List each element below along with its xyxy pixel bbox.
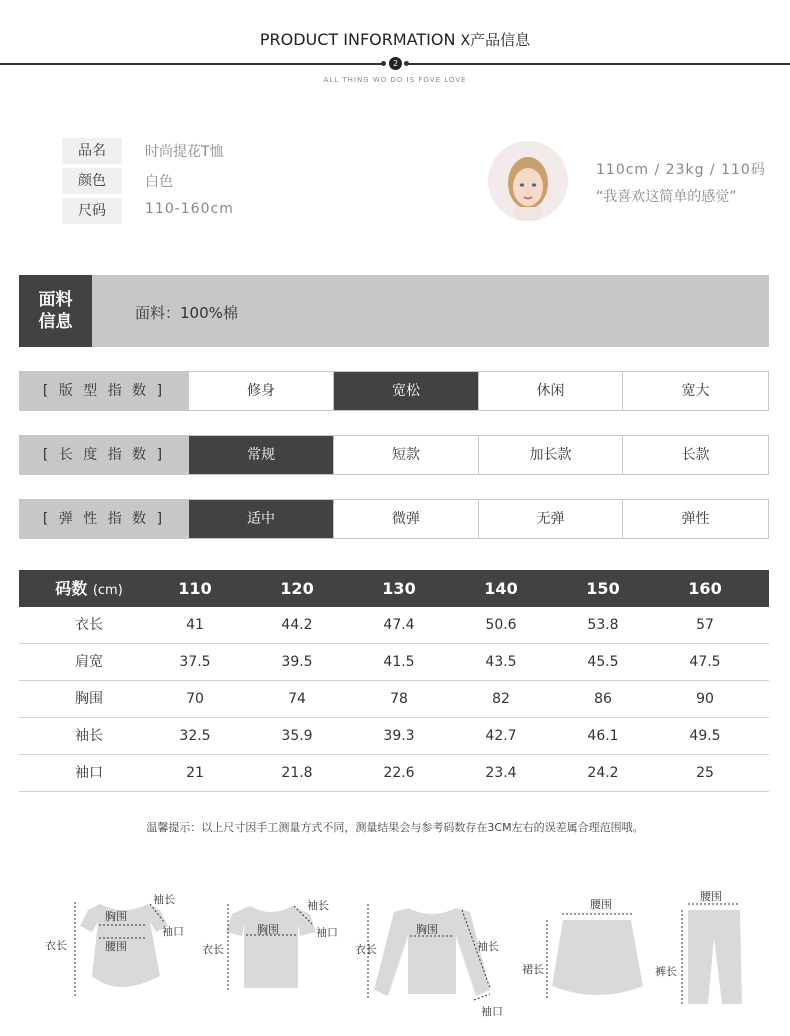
model-stats: 110cm / 23kg / 110码 — [596, 162, 766, 178]
table-row — [19, 644, 769, 681]
fabric-tag-line1: 面料 — [38, 290, 73, 310]
length-option-long: 长款 — [622, 436, 768, 474]
table-cell: 25 — [696, 765, 714, 781]
table-cell: 21.8 — [281, 765, 313, 781]
fit-option-slim: 修身 — [188, 372, 333, 410]
table-cell: 47.5 — [689, 654, 721, 670]
skirt-length-label: 裙长 — [522, 963, 544, 976]
table-cell: 43.5 — [485, 654, 517, 670]
dot-left — [381, 61, 386, 66]
table-row — [19, 681, 769, 718]
size-header-label — [19, 570, 159, 607]
info-label-size: 尺码 — [62, 198, 122, 224]
fabric-bar — [19, 275, 769, 347]
size-table-header — [19, 570, 769, 607]
table-cell: 47.4 — [383, 617, 415, 633]
row-label: 肩宽 — [75, 654, 103, 670]
size-header-160: 160 — [688, 579, 722, 598]
title-cn: 产品信息 — [470, 31, 531, 49]
title-line-left — [0, 63, 383, 65]
title-line-right — [407, 63, 790, 65]
section-badge: 2 — [389, 57, 402, 70]
longsleeve-length-label: 衣长 — [355, 943, 377, 956]
table-cell: 57 — [696, 617, 714, 633]
table-cell: 37.5 — [179, 654, 211, 670]
skirt-diagram — [547, 914, 643, 998]
row-label: 胸围 — [75, 691, 103, 707]
length-index-label: [ 长 度 指 数 ] — [20, 436, 188, 474]
size-header-120: 120 — [280, 579, 314, 598]
title-separator: X — [460, 33, 471, 49]
table-cell: 70 — [186, 691, 204, 707]
skirt-waist-label: 腰围 — [590, 898, 612, 911]
length-index-row — [19, 435, 769, 475]
info-value-name: 时尚提花T恤 — [145, 144, 224, 160]
elastic-option-moderate: 适中 — [188, 500, 333, 538]
table-row — [19, 755, 769, 792]
fabric-tag — [19, 275, 92, 347]
row-label: 袖口 — [75, 765, 103, 781]
model-quote: “我喜欢这简单的感觉” — [596, 189, 737, 205]
table-row — [19, 718, 769, 755]
dress-waist-label: 腰围 — [105, 940, 127, 953]
elastic-index-label: [ 弹 性 指 数 ] — [20, 500, 188, 538]
title-en: PRODUCT INFORMATION — [259, 30, 456, 49]
longsleeve-cuff-label: 袖口 — [481, 1005, 503, 1018]
tee-chest-label: 胸围 — [257, 923, 279, 936]
tee-sleeve-label: 袖长 — [307, 899, 329, 912]
table-cell: 82 — [492, 691, 510, 707]
measurement-diagrams — [0, 880, 790, 1030]
fit-option-loose: 宽松 — [333, 372, 478, 410]
table-cell: 46.1 — [587, 728, 619, 744]
info-value-size: 110-160cm — [145, 201, 234, 217]
length-option-short: 短款 — [333, 436, 478, 474]
dress-cuff-label: 袖口 — [162, 925, 184, 938]
fit-index-row — [19, 371, 769, 411]
table-cell: 41 — [186, 617, 204, 633]
table-cell: 24.2 — [587, 765, 619, 781]
table-cell: 44.2 — [281, 617, 313, 633]
pants-waist-label: 腰围 — [700, 890, 722, 903]
table-cell: 53.8 — [587, 617, 619, 633]
subtitle: ALL THING WO DO IS FOVE LOVE — [323, 76, 467, 84]
table-cell: 41.5 — [383, 654, 415, 670]
fabric-text: 面料：100%棉 — [135, 304, 238, 322]
size-header-title: 码数 — [55, 579, 88, 598]
info-label-color: 颜色 — [62, 168, 122, 194]
table-cell: 49.5 — [689, 728, 721, 744]
longsleeve-diagram — [368, 904, 490, 1000]
dress-sleeve-label: 袖长 — [153, 893, 175, 906]
fit-option-wide: 宽大 — [622, 372, 768, 410]
table-cell: 86 — [594, 691, 612, 707]
row-label: 衣长 — [75, 617, 103, 633]
table-cell: 42.7 — [485, 728, 517, 744]
table-cell: 74 — [288, 691, 306, 707]
info-value-color: 白色 — [145, 174, 173, 190]
size-header-150: 150 — [586, 579, 620, 598]
tee-length-label: 衣长 — [202, 943, 224, 956]
table-cell: 45.5 — [587, 654, 619, 670]
dress-length-label: 衣长 — [45, 939, 67, 952]
elastic-index-row — [19, 499, 769, 539]
elastic-option-slight: 微弹 — [333, 500, 478, 538]
table-cell: 50.6 — [485, 617, 517, 633]
table-cell: 39.5 — [281, 654, 313, 670]
table-cell: 21 — [186, 765, 204, 781]
tee-diagram — [226, 904, 316, 990]
info-label-name: 品名 — [62, 138, 122, 164]
size-header-140: 140 — [484, 579, 518, 598]
table-cell: 39.3 — [383, 728, 415, 744]
measurement-tip: 温馨提示：以上尺寸因手工测量方式不同，测量结果会与参考码数存在3CM左右的误差属合理范围哦。 — [146, 821, 644, 834]
pants-diagram — [682, 904, 742, 1004]
size-header-130: 130 — [382, 579, 416, 598]
length-option-regular: 常规 — [188, 436, 333, 474]
longsleeve-chest-label: 胸围 — [416, 923, 438, 936]
dress-chest-label: 胸围 — [105, 910, 127, 923]
elastic-option-none: 无弹 — [478, 500, 622, 538]
table-cell: 90 — [696, 691, 714, 707]
pants-length-label: 裤长 — [655, 965, 677, 978]
table-cell: 32.5 — [179, 728, 211, 744]
fit-option-casual: 休闲 — [478, 372, 622, 410]
table-cell: 35.9 — [281, 728, 313, 744]
fit-index-label: [ 版 型 指 数 ] — [20, 372, 188, 410]
length-option-extended: 加长款 — [478, 436, 622, 474]
tee-cuff-label: 袖口 — [316, 926, 338, 939]
row-label: 袖长 — [75, 728, 103, 744]
table-row — [19, 607, 769, 644]
model-avatar — [488, 141, 568, 221]
table-cell: 23.4 — [485, 765, 517, 781]
fabric-tag-line2: 信息 — [38, 312, 73, 332]
size-header-unit: (cm) — [92, 583, 123, 598]
table-cell: 78 — [390, 691, 408, 707]
size-header-110: 110 — [178, 579, 212, 598]
table-cell: 22.6 — [383, 765, 415, 781]
dot-right — [404, 61, 409, 66]
elastic-option-stretch: 弹性 — [622, 500, 768, 538]
longsleeve-sleeve-label: 袖长 — [477, 940, 499, 953]
page-title — [0, 29, 790, 50]
